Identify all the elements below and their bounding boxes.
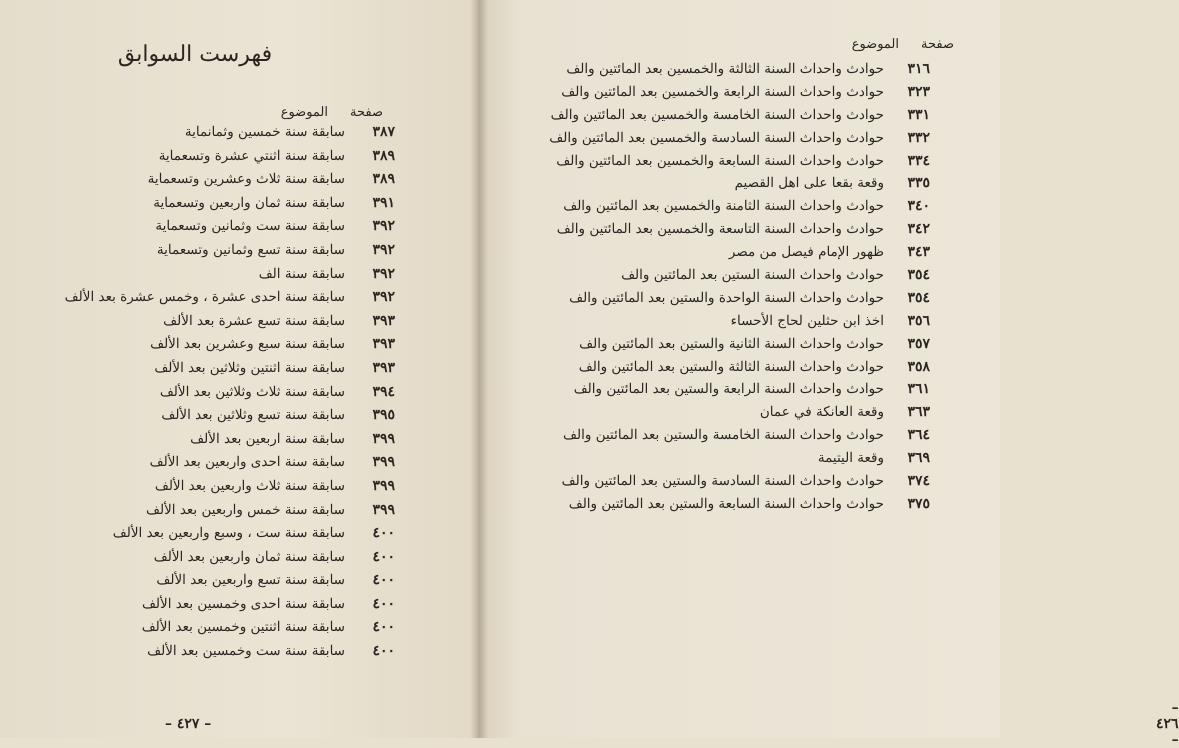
entry-topic: سابقة سنة سبع وعشرين بعد الألف xyxy=(150,336,345,353)
header-page-label: صفحة xyxy=(350,105,383,120)
toc-entry xyxy=(0,572,395,596)
entry-topic: وقعة بقعا على اهل القصيم xyxy=(734,175,884,192)
toc-entry xyxy=(510,359,930,382)
toc-entry xyxy=(510,107,930,130)
entry-topic: سابقة سنة ست وثمانين وتسعماية xyxy=(155,218,345,235)
entry-topic: سابقة سنة ثلاث وثلاثين بعد الألف xyxy=(159,383,345,400)
entry-topic: سابقة سنة احدى واربعين بعد الألف xyxy=(149,454,345,471)
toc-entry xyxy=(0,549,395,573)
entry-topic: سابقة سنة احدى عشرة ، وخمس عشرة بعد الألف xyxy=(64,289,345,306)
entry-page-number: ٣٥٤ xyxy=(907,267,930,284)
page-number: – ٤٢٦ – xyxy=(1156,700,1179,748)
entry-page-number: ٣٩٩ xyxy=(372,430,395,447)
toc-entry xyxy=(0,478,395,502)
toc-entry xyxy=(510,313,930,336)
entry-topic: حوادث واحداث السنة الثالثة والخمسين بعد المائتين والف xyxy=(566,61,884,77)
header-topic-label: الموضوع xyxy=(280,105,329,120)
entry-topic: سابقة سنة خمسين وثمانماية xyxy=(184,124,345,140)
entry-page-number: ٣٤٠ xyxy=(907,198,930,215)
entry-topic: سابقة سنة ثمان واربعين بعد الألف xyxy=(153,548,345,565)
entry-topic: سابقة سنة خمس واربعين بعد الألف xyxy=(146,501,345,518)
entry-topic: حوادث واحداث السنة الرابعة والستين بعد المائتين والف xyxy=(573,381,884,398)
toc-entry xyxy=(510,404,930,427)
toc-entry xyxy=(510,336,930,359)
entry-page-number: ٣٦١ xyxy=(907,381,930,398)
entry-page-number: ٣٤٢ xyxy=(907,221,930,238)
toc-entry xyxy=(0,643,395,667)
entry-page-number: ٤٠٠ xyxy=(372,619,395,636)
page-number: – ٤٢٧ – xyxy=(165,716,212,732)
entry-page-number: ٣٨٧ xyxy=(372,124,395,140)
toc-entry xyxy=(0,502,395,526)
toc-entry xyxy=(0,407,395,431)
toc-entry xyxy=(0,619,395,643)
page-title: فهرست السوابق xyxy=(117,42,273,67)
entry-topic: سابقة سنة ست ، وسبع واربعين بعد الألف xyxy=(112,525,345,542)
entry-topic: حوادث واحداث السنة التاسعة والخمسين بعد المائتين والف xyxy=(556,221,884,238)
toc-entry xyxy=(510,290,930,313)
entry-page-number: ٤٠٠ xyxy=(372,643,395,660)
toc-entry xyxy=(0,313,395,337)
entry-topic: حوادث واحداث السنة الستين بعد المائتين والف xyxy=(621,267,884,284)
toc-entry xyxy=(510,221,930,244)
toc-entry xyxy=(0,360,395,384)
entry-topic: سابقة سنة تسع واربعين بعد الألف xyxy=(156,572,345,589)
toc-entry xyxy=(510,267,930,290)
toc-entry xyxy=(510,244,930,267)
toc-entry xyxy=(0,171,395,195)
entry-page-number: ٣٣٥ xyxy=(907,175,930,192)
entry-topic: سابقة سنة ست وخمسين بعد الألف xyxy=(147,643,345,660)
entry-topic: سابقة سنة تسع وثلاثين بعد الألف xyxy=(161,407,345,424)
entry-page-number: ٣٩٣ xyxy=(372,336,395,353)
entry-page-number: ٣٣١ xyxy=(907,106,930,123)
toc-entry xyxy=(510,450,930,473)
entry-topic: سابقة سنة اثنتين وخمسين بعد الألف xyxy=(141,619,345,636)
entry-topic: سابقة سنة ثلاث وعشرين وتسعماية xyxy=(147,171,345,188)
entry-topic: حوادث واحداث السنة الرابعة والخمسين بعد المائتين والف xyxy=(561,83,884,100)
entry-page-number: ٣٩٢ xyxy=(372,218,395,235)
toc-entry xyxy=(510,496,930,519)
entry-page-number: ٣٧٤ xyxy=(907,473,930,490)
entry-page-number: ٣٣٤ xyxy=(907,152,930,169)
entry-page-number: ٣٩٩ xyxy=(372,501,395,518)
entry-topic: حوادث واحداث السنة السابعة والستين بعد المائتين والف xyxy=(568,495,884,512)
entry-topic: سابقة سنة اربعين بعد الألف xyxy=(190,430,345,447)
toc-header xyxy=(852,37,954,52)
entry-page-number: ٣٥٧ xyxy=(907,335,930,352)
entry-topic: سابقة سنة تسع وثمانين وتسعماية xyxy=(156,241,345,258)
toc-entry xyxy=(0,454,395,478)
entry-page-number: ٣٨٩ xyxy=(372,171,395,188)
toc-entry xyxy=(0,431,395,455)
toc-entry xyxy=(0,525,395,549)
entry-page-number: ٣٦٤ xyxy=(907,427,930,444)
toc-entry xyxy=(510,473,930,496)
entry-topic: سابقة سنة اثنتي عشرة وتسعماية xyxy=(158,147,345,164)
right-page xyxy=(478,0,1179,748)
entry-page-number: ٣٧٥ xyxy=(907,495,930,512)
entry-page-number: ٣١٦ xyxy=(907,61,930,77)
entry-page-number: ٣٥٤ xyxy=(907,289,930,306)
entry-page-number: ٤٠٠ xyxy=(372,572,395,589)
entry-topic: حوادث واحداث السنة الثانية والستين بعد المائتين والف xyxy=(579,335,884,352)
entry-topic: سابقة سنة اثنتين وثلاثين بعد الألف xyxy=(154,359,345,376)
entry-topic: حوادث واحداث السنة الخامسة والخمسين بعد المائتين والف xyxy=(550,106,884,123)
entry-topic: اخذ ابن حثلين لحاج الأحساء xyxy=(730,312,884,329)
entry-topic: وقعة العانكة في عمان xyxy=(759,404,884,421)
entry-topic: سابقة سنة احدى وخمسين بعد الألف xyxy=(141,595,345,612)
toc-entry xyxy=(0,336,395,360)
toc-entry xyxy=(0,148,395,172)
toc-entry xyxy=(510,427,930,450)
entry-topic: وقعة اليتيمة xyxy=(817,450,884,467)
entry-topic: حوادث واحداث السنة الثالثة والستين بعد المائتين والف xyxy=(578,358,884,375)
toc-entry xyxy=(0,289,395,313)
toc-entry xyxy=(510,175,930,198)
toc-entry xyxy=(510,153,930,176)
entry-page-number: ٣٦٩ xyxy=(907,450,930,467)
entry-topic: سابقة سنة ثمان واربعين وتسعماية xyxy=(153,194,345,211)
entry-page-number: ٣٩٥ xyxy=(372,407,395,424)
entry-page-number: ٣٩٩ xyxy=(372,454,395,471)
entry-topic: حوادث واحداث السنة السادسة والستين بعد المائتين والف xyxy=(561,473,884,490)
toc-list-left xyxy=(0,124,395,667)
entry-page-number: ٣٢٣ xyxy=(907,83,930,100)
entry-page-number: ٣٩٣ xyxy=(372,359,395,376)
entry-page-number: ٣٩٩ xyxy=(372,477,395,494)
header-topic-label: الموضوع xyxy=(851,37,900,52)
toc-entry xyxy=(510,130,930,153)
toc-header xyxy=(281,105,383,120)
entry-topic: حوادث واحداث السنة السادسة والخمسين بعد المائتين والف xyxy=(549,129,884,146)
entry-topic: حوادث واحداث السنة السابعة والخمسين بعد المائتين والف xyxy=(556,152,884,169)
entry-page-number: ٤٠٠ xyxy=(372,525,395,542)
entry-page-number: ٣٩٢ xyxy=(372,289,395,306)
entry-topic: حوادث واحداث السنة الخامسة والستين بعد المائتين والف xyxy=(563,427,884,444)
toc-entry xyxy=(0,384,395,408)
entry-page-number: ٣٤٣ xyxy=(907,244,930,261)
toc-list-right xyxy=(510,61,930,519)
entry-topic: حوادث واحداث السنة الثامنة والخمسين بعد المائتين والف xyxy=(563,198,884,215)
toc-entry xyxy=(0,242,395,266)
toc-entry xyxy=(510,61,930,84)
entry-page-number: ٤٠٠ xyxy=(372,595,395,612)
entry-topic: ظهور الإمام فيصل من مصر xyxy=(728,244,884,261)
entry-page-number: ٣٣٢ xyxy=(907,129,930,146)
toc-entry xyxy=(0,266,395,290)
toc-entry xyxy=(510,198,930,221)
book-gutter xyxy=(470,0,488,738)
entry-page-number: ٣٩١ xyxy=(372,194,395,211)
header-page-label: صفحة xyxy=(921,37,954,52)
entry-topic: سابقة سنة ثلاث واربعين بعد الألف xyxy=(154,477,345,494)
toc-entry xyxy=(0,124,395,148)
entry-topic: حوادث واحداث السنة الواحدة والستين بعد المائتين والف xyxy=(569,289,884,306)
entry-page-number: ٣٨٩ xyxy=(372,147,395,164)
entry-page-number: ٣٥٨ xyxy=(907,358,930,375)
entry-page-number: ٤٠٠ xyxy=(372,548,395,565)
entry-topic: سابقة سنة تسع عشرة بعد الألف xyxy=(163,312,345,329)
toc-entry xyxy=(0,218,395,242)
entry-page-number: ٣٩٢ xyxy=(372,265,395,282)
left-page xyxy=(0,0,478,738)
toc-entry xyxy=(0,195,395,219)
toc-entry xyxy=(0,596,395,620)
entry-topic: سابقة سنة الف xyxy=(258,265,345,282)
toc-entry xyxy=(510,381,930,404)
entry-page-number: ٣٩٣ xyxy=(372,312,395,329)
entry-page-number: ٣٩٤ xyxy=(372,383,395,400)
entry-page-number: ٣٩٢ xyxy=(372,241,395,258)
entry-page-number: ٣٦٣ xyxy=(907,404,930,421)
toc-entry xyxy=(510,84,930,107)
entry-page-number: ٣٥٦ xyxy=(907,312,930,329)
